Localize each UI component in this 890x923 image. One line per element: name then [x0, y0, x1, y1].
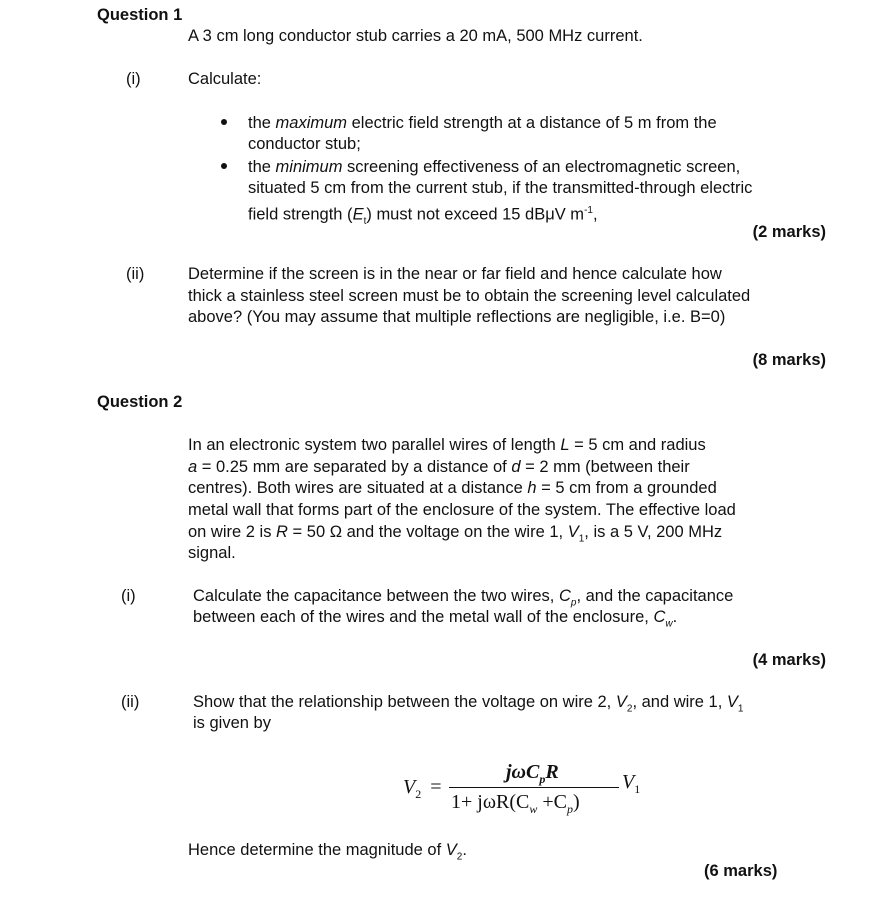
q2-intro-line-4: metal wall that forms part of the enclosure of the system. The effective load [188, 501, 736, 519]
q1-part-ii-line-2: thick a stainless steel screen must be to obtain the screening level calculated [188, 287, 751, 305]
q1-part-i-marks: (2 marks) [752, 223, 826, 241]
q1-part-i-lead: Calculate: [188, 70, 262, 88]
q1-bullet-2-line-1: the minimum screening effectiveness of an electromagnetic screen, [248, 158, 741, 176]
q2-part-ii-line-2: is given by [193, 714, 271, 732]
q1-bullet-2-line-2: situated 5 cm from the current stub, if the transmitted-through electric [248, 179, 753, 197]
question-1-intro: A 3 cm long conductor stub carries a 20 mA, 500 MHz current. [188, 27, 643, 45]
q2-part-ii-label: (ii) [121, 693, 140, 711]
q2-intro-line-1: In an electronic system two parallel wires of length L = 5 cm and radius [188, 436, 706, 454]
question-2-title: Question 2 [97, 393, 183, 411]
equation-rhs: $V_1$ [622, 771, 641, 796]
q1-part-ii-line-1: Determine if the screen is in the near or far field and hence calculate how [188, 265, 722, 283]
equation-denominator: $1+ j\omega R(C_w +C_p)$ [451, 791, 580, 816]
q2-intro-line-5: on wire 2 is R = 50 Ω and the voltage on the wire 1, $V_1$, is a 5 V, 200 MHz [188, 523, 723, 545]
q2-part-i-marks: (4 marks) [752, 651, 826, 669]
q2-part-ii-line-1: Show that the relationship between the voltage on wire 2, $V_2$, and wire 1, $V_1$ [193, 693, 744, 715]
q1-part-ii-marks: (8 marks) [752, 351, 826, 369]
q1-part-i-label: (i) [126, 70, 141, 88]
q1-bullet-1-line-1: the maximum electric field strength at a distance of 5 m from the [248, 114, 717, 132]
q2-intro-line-2: a = 0.25 mm are separated by a distance of d = 2 mm (between their [188, 458, 690, 476]
equation-lhs: $V_2$ = [403, 776, 442, 801]
q2-part-i-label: (i) [121, 587, 136, 605]
fraction-bar [449, 787, 619, 788]
q1-bullet-1-line-2: conductor stub; [248, 135, 361, 153]
q2-part-ii-marks: (6 marks) [704, 862, 778, 880]
bullet-point [221, 119, 227, 125]
q2-intro-line-3: centres). Both wires are situated at a distance h = 5 cm from a grounded [188, 479, 717, 497]
equation-numerator: jωC$_p$R [506, 761, 559, 786]
q2-part-i-line-1: Calculate the capacitance between the two wires, $C_p$, and the capacitance [193, 587, 734, 609]
q2-part-i-line-2: between each of the wires and the metal wall of the enclosure, $C_w$. [193, 608, 678, 630]
q2-part-ii-hence: Hence determine the magnitude of $V_2$. [188, 841, 467, 863]
q1-bullet-2-line-3: field strength $(E_t)$ must not exceed 15 dBμV $m^{-1}$, [248, 205, 598, 227]
q1-part-ii-line-3: above? (You may assume that multiple reflections are negligible, i.e. B=0) [188, 308, 726, 326]
question-1-title: Question 1 [97, 6, 183, 24]
bullet-point [221, 163, 227, 169]
q1-part-ii-label: (ii) [126, 265, 145, 283]
q2-intro-line-6: signal. [188, 544, 236, 562]
